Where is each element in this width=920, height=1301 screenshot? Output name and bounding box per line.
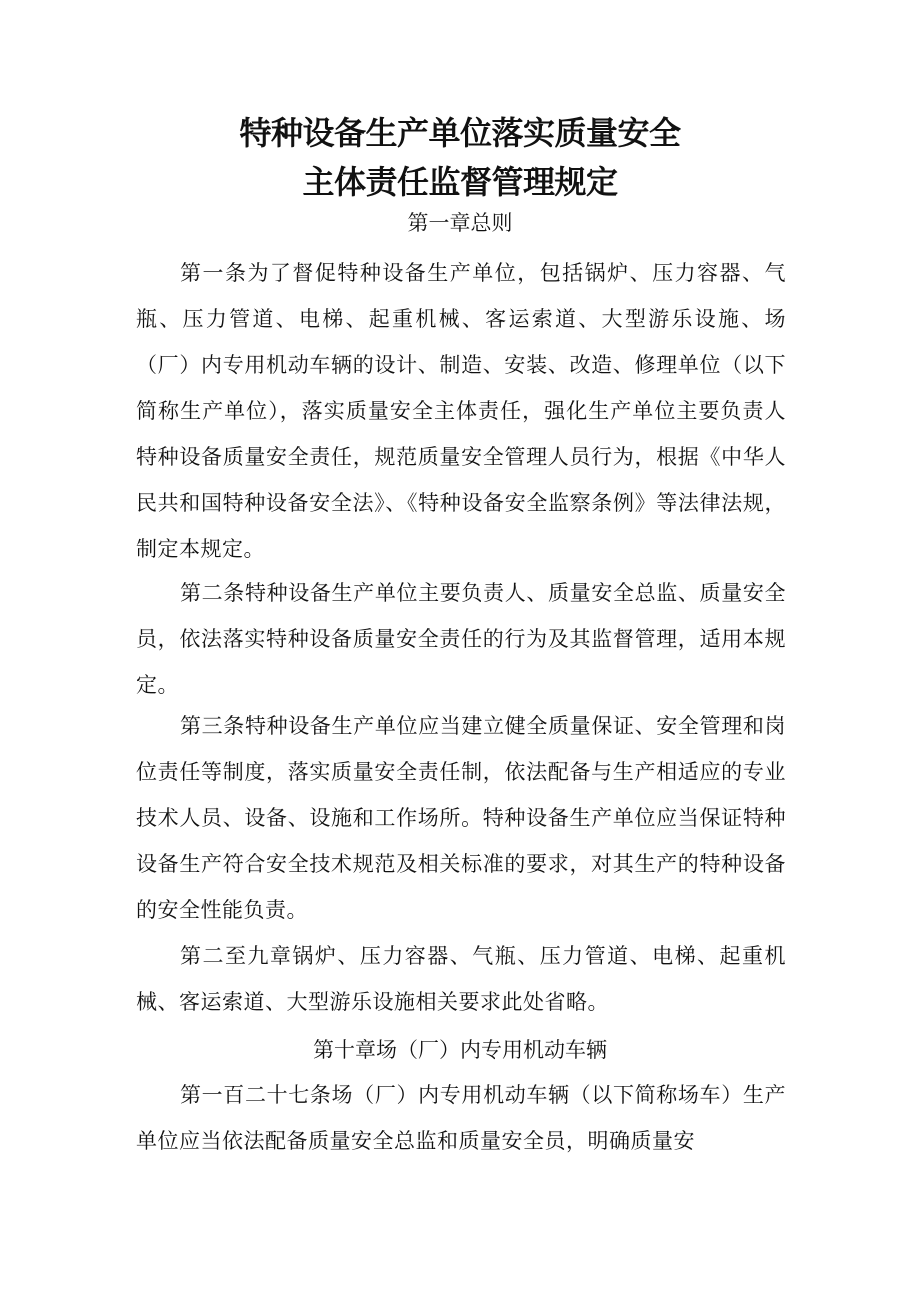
chapter-heading-vehicles: 第十章场（厂）内专用机动车辆 <box>313 1038 607 1062</box>
article-2-paragraph: 第二条特种设备生产单位主要负责人、质量安全总监、质量安全员，依法落实特种设备质量安全责任的行为及其监督管理，适用本规定。 <box>136 581 786 697</box>
article-127-paragraph: 第一百二十七条场（厂）内专用机动车辆（以下简称场车）生产单位应当依法配备质量安全总监和质量安全员，明确质量安 <box>136 1083 786 1153</box>
chapter-heading-general: 第一章总则 <box>407 211 513 235</box>
article-1-paragraph: 第一条为了督促特种设备生产单位，包括锅炉、压力容器、气瓶、压力管道、电梯、起重机械、客运索道、大型游乐设施、场（厂）内专用机动车辆的设计、制造、安装、改造、修理单位（以下简称生产单位），落实质量安全主体责任，强化生产单位主要负责人特种设备质量安全责任，规范质量安全管理人员行为，根据《中华人民共和国特种设备安全法》、《特种设备安全监察条例》等法律法规，制定本规定。 <box>136 261 786 561</box>
document-title-line-1: 特种设备生产单位落实质量安全 <box>239 114 681 152</box>
document-title-line-2: 主体责任监督管理规定 <box>302 163 618 201</box>
omitted-chapters-note: 第二至九章锅炉、压力容器、气瓶、压力管道、电梯、起重机械、客运索道、大型游乐设施相关要求此处省略。 <box>136 944 786 1014</box>
article-3-paragraph: 第三条特种设备生产单位应当建立健全质量保证、安全管理和岗位责任等制度，落实质量安全责任制，依法配备与生产相适应的专业技术人员、设备、设施和工作场所。特种设备生产单位应当保证特种设备生产符合安全技术规范及相关标准的要求，对其生产的特种设备的安全性能负责。 <box>136 714 786 922</box>
